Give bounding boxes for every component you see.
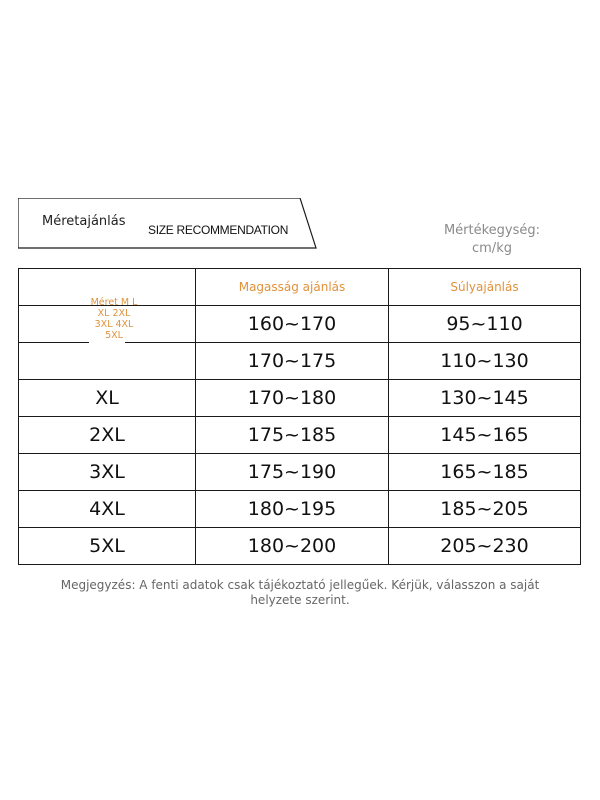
size-label-text — [79, 297, 149, 341]
height-column-header: Magasság ajánlás — [196, 269, 389, 306]
size-label-block — [19, 269, 195, 381]
weight-cell: 130~145 — [389, 380, 581, 417]
table-row — [19, 417, 581, 454]
section-header-tab — [18, 198, 320, 250]
size-cell: XL — [19, 380, 196, 417]
size-cell: 3XL — [19, 454, 196, 491]
label-mask-bottom — [89, 339, 125, 379]
size-cell: 4XL — [19, 491, 196, 528]
table-row — [19, 528, 581, 565]
unit-note — [412, 222, 572, 258]
weight-cell: 145~165 — [389, 417, 581, 454]
size-label-line: Méret M L — [90, 297, 138, 308]
weight-cell: 165~185 — [389, 454, 581, 491]
unit-note-line1: Mértékegység: — [443, 223, 541, 238]
weight-cell: 205~230 — [389, 528, 581, 565]
label-mask-top — [19, 269, 195, 275]
height-cell: 170~175 — [196, 343, 389, 380]
header-title-local: Méretajánlás — [42, 214, 126, 229]
size-label-line: 3XL 4XL — [94, 319, 134, 330]
size-label-line: 5XL — [105, 330, 123, 341]
table-row — [19, 491, 581, 528]
height-cell: 160~170 — [196, 306, 389, 343]
height-cell: 175~185 — [196, 417, 389, 454]
header-title-en: SIZE RECOMMENDATION — [148, 223, 289, 237]
size-cell: 5XL — [19, 528, 196, 565]
size-cell: 2XL — [19, 417, 196, 454]
height-cell: 180~200 — [196, 528, 389, 565]
height-cell: 170~180 — [196, 380, 389, 417]
weight-cell: 95~110 — [389, 306, 581, 343]
weight-cell: 185~205 — [389, 491, 581, 528]
weight-column-header: Súlyajánlás — [389, 269, 581, 306]
footnote: Megjegyzés: A fenti adatok csak tájékoztató jellegűek. Kérjük, válasszon a saját helyzete szerint. — [60, 578, 540, 607]
size-label-line: XL 2XL — [97, 308, 131, 319]
unit-note-line2: cm/kg — [472, 241, 512, 256]
height-cell: 175~190 — [196, 454, 389, 491]
weight-cell: 110~130 — [389, 343, 581, 380]
table-row — [19, 454, 581, 491]
height-cell: 180~195 — [196, 491, 389, 528]
table-row — [19, 380, 581, 417]
